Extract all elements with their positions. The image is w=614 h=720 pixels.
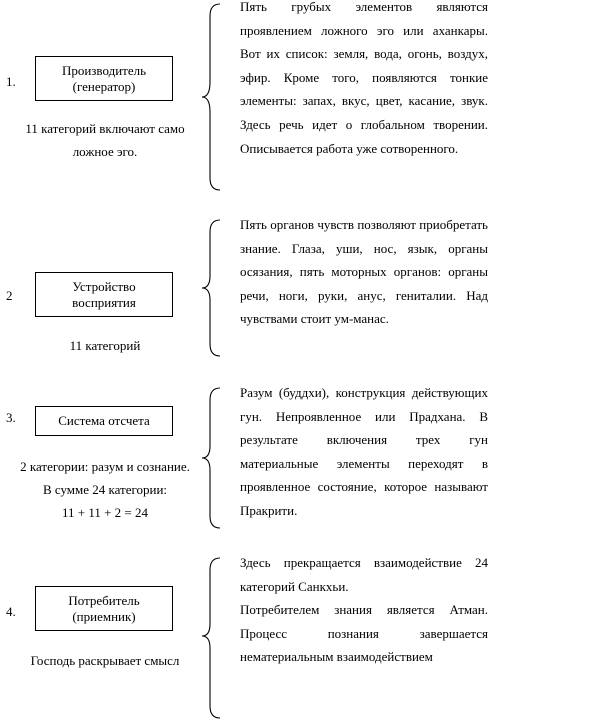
box-line: Потребитель [68,592,140,608]
section-description [240,213,488,331]
category-note [0,649,210,672]
section-number: 4. [6,604,16,619]
box-line: восприятия [72,294,136,310]
note-line: В сумме 24 категории: [42,482,168,497]
description-paragraph: Здесь прекращается взаимодействие 24 категорий Санкхьи. [240,555,488,594]
category-box [35,272,173,317]
description-paragraph: Потребителем знания является Атман. Процесс познания завершается нематериальным взаимодействием [240,602,488,665]
box-line: Система отсчета [58,413,150,428]
section-description [240,551,488,669]
note-line: Господь раскрывает смысл [30,653,180,668]
description-paragraph: Разум (буддхи), конструкция действующих гун. Непроявленное или Прадхана. В результате включения трех гун материальные элементы переходят в проявленное состояние, которое называют Пракрити. [240,385,488,518]
category-note [0,117,210,163]
description-paragraph: Пять органов чувств позволяют приобретать знание. Глаза, уши, нос, язык, органы осязания, пять моторных органов: органы речи, ноги, руки, анус, гениталии. Над чувствами стоит ум-манас. [240,217,488,327]
note-line: ложное эго. [72,144,138,159]
category-box [35,406,173,436]
section-number: 1. [6,74,16,89]
curly-brace-icon [198,556,224,720]
section-number: 3. [6,410,16,425]
note-line: 11 категорий включают само [25,121,185,136]
curly-brace-icon [198,218,224,358]
section-number: 2 [6,288,13,303]
category-box [35,56,173,101]
category-box [35,586,173,631]
note-line: 11 + 11 + 2 = 24 [61,505,149,520]
box-line: (генератор) [72,78,136,94]
note-line: 2 категории: разум и сознание. [20,459,190,474]
box-line: (приемник) [72,608,136,624]
category-note [0,455,210,524]
category-note [0,334,210,357]
section-description [240,0,488,160]
box-line: Устройство [72,278,136,294]
box-line: Производитель [61,62,147,78]
section-description [240,381,488,523]
description-paragraph: Пять грубых элементов являются проявлением ложного эго или аханкары. Вот их список: земля, вода, огонь, воздух, эфир. Кроме того, появляются тонкие элементы: запах, вкус, цвет, касание, звук. Здесь речь идет о глобальном творении. Описывается работа уже сотворенного. [240,0,488,156]
curly-brace-icon [198,386,224,530]
note-line: 11 категорий [69,338,141,353]
curly-brace-icon [198,2,224,192]
